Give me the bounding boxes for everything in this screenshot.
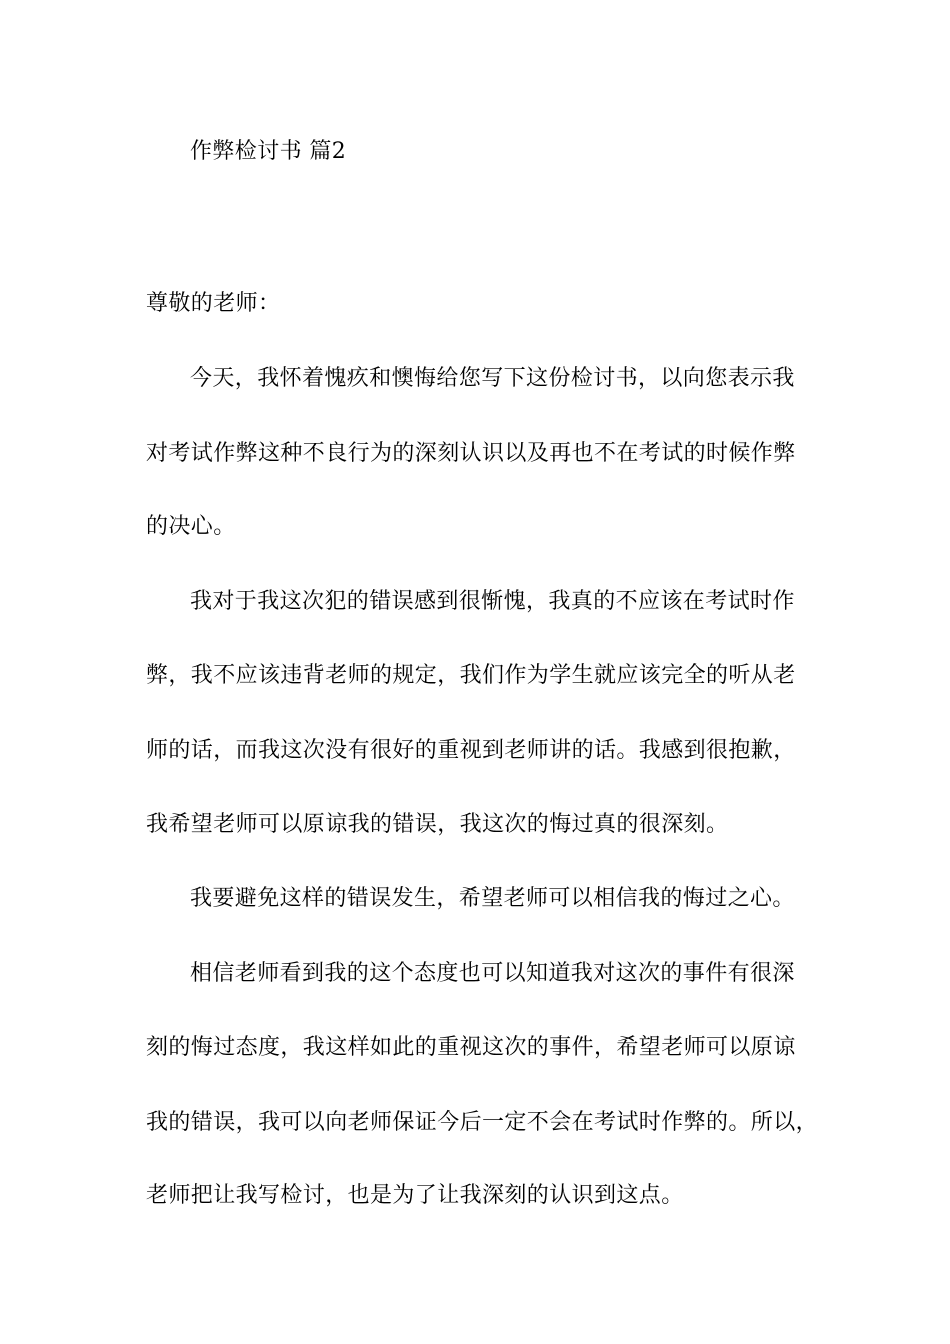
text-line: 今天，我怀着愧疚和懊悔给您写下这份检讨书，以向您表示我 bbox=[190, 366, 795, 391]
text-line: 的决心。 bbox=[146, 514, 236, 539]
text-line: 相信老师看到我的这个态度也可以知道我对这次的事件有很深 bbox=[190, 961, 795, 986]
text-line: 我的错误，我可以向老师保证今后一定不会在考试时作弊的。所以， bbox=[146, 1110, 819, 1135]
text-line: 对考试作弊这种不良行为的深刻认识以及再也不在考试的时候作弊 bbox=[146, 441, 796, 466]
text-line: 我要避免这样的错误发生，希望老师可以相信我的悔过之心。 bbox=[190, 886, 795, 911]
salutation: 尊敬的老师： bbox=[146, 291, 281, 316]
text-line: 弊，我不应该违背老师的规定，我们作为学生就应该完全的听从老 bbox=[146, 663, 796, 688]
text-line: 老师把让我写检讨，也是为了让我深刻的认识到这点。 bbox=[146, 1183, 684, 1208]
document-title: 作弊检讨书 篇2 bbox=[190, 139, 347, 164]
text-line: 我希望老师可以原谅我的错误，我这次的悔过真的很深刻。 bbox=[146, 812, 729, 837]
text-line: 我对于我这次犯的错误感到很惭愧，我真的不应该在考试时作 bbox=[190, 589, 795, 614]
text-line: 刻的悔过态度，我这样如此的重视这次的事件，希望老师可以原谅 bbox=[146, 1035, 796, 1060]
text-line: 师的话，而我这次没有很好的重视到老师讲的话。我感到很抱歉， bbox=[146, 738, 796, 763]
